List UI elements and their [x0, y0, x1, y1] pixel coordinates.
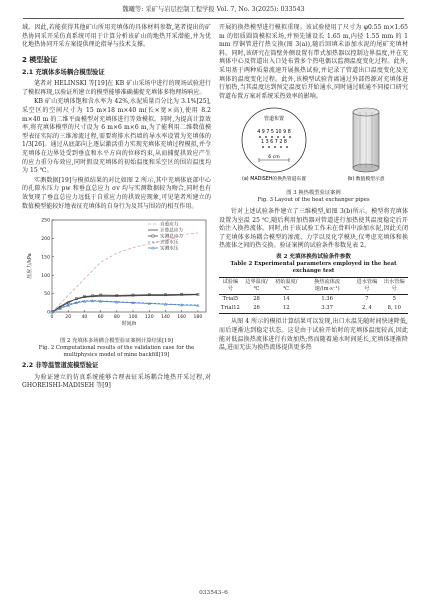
- fig3-dimension-label: 6 cm: [268, 155, 280, 161]
- table-2-caption-en: Table 2 Experimental parameters employed in the heat exchange test: [230, 261, 397, 275]
- y-tick-label: 100: [41, 273, 50, 279]
- y-axis-label: 压应力/kPa: [27, 253, 33, 279]
- y-tick-label: 0: [47, 310, 50, 316]
- x-tick-label: 160: [177, 315, 187, 321]
- table-2: [219, 277, 408, 314]
- left-column: [22, 24, 211, 392]
- legend-label: 计算水压: [160, 240, 179, 246]
- table-cell: Trial5: [222, 296, 239, 303]
- legend-label: 实测水压: [160, 246, 179, 252]
- figure-3-caption-en: Fig. 3 Layout of the heat exchanger pipes: [257, 197, 370, 204]
- table-header-cell: 初始温度/℃: [271, 278, 301, 295]
- fig3-pipe-numbers-bottom: 1 3 6 7 2 8: [261, 140, 287, 146]
- table-cell: 26: [242, 304, 272, 314]
- legend-label: 计算总应力: [160, 228, 183, 234]
- table-cell: 14: [282, 296, 290, 303]
- x-tick-label: 100: [128, 315, 138, 321]
- x-tick-label: 20: [65, 315, 72, 321]
- table-cell: 7: [365, 296, 369, 303]
- section-2-1-heading: 2.1 充填体多场耦合模型验证: [22, 68, 105, 76]
- x-tick-label: 120: [144, 315, 154, 321]
- table-cell: 1.36: [321, 296, 333, 303]
- table-cell: Trial12: [219, 304, 242, 314]
- paragraph-ghoreishi: 为验证建立的仿真系统能够合理表征采场耦合地热开采过程,对 GHOREISHI-MADISEH 等[9]: [22, 373, 211, 390]
- table-cell: 5: [392, 296, 396, 303]
- right-column: [219, 24, 408, 354]
- fig3-inner-title: 管道布置: [263, 116, 285, 123]
- x-tick-label: 80: [113, 315, 120, 321]
- figure-2: [22, 214, 211, 358]
- figure-2-caption: 图 2 充填体多场耦合模型验证案例计算结果[19]: [60, 338, 173, 345]
- legend-label: 实测总应力: [160, 234, 183, 240]
- x-tick-label: 0: [50, 315, 54, 321]
- figure-3: [219, 104, 408, 204]
- paragraph-kb-mine: KB 矿山充填体饱和含水率为 42%,水泥质量百分比为 3.1%[25],采空区的空间尺寸为 15 m×18 m×40 m(长×宽×高),使用 8.2 m×40 m 的二维平面模型对充填体进行等效模拟。同时,为提高计算效率,将充填体模型的尺寸设为 6 m×6 m×6 m,为了能利用二维数值模型表征实际的三维渗流过程,需要将排水挡墙的导水率设置为充填体的 1/3[26]。通过从底部向上逐层激活重力实现充填体充填过程模拟,并令充填体在边界处受到垂直和水平方向的位移约束,从而捕捉拱效应产生的应力重分布效应,同时假设充填体的初始温度和采空区的围岩温度均为 15 ℃。: [22, 98, 211, 175]
- legend-marker: [152, 247, 155, 249]
- figure-2-chart: [22, 214, 211, 332]
- paragraph-helinski: 笔者对 HELINSKI 等[19]在 KB 矿山采场中进行的现场试验进行了模拟再现,以验证所建立的模型能够准确捕捉充填体多物理场响应。: [22, 80, 211, 96]
- fig3-pipe-numbers-top: 4 9 7 5 10 9 8: [257, 130, 291, 136]
- section-2-2-heading: 2.2 非等温管道流模型验证: [22, 362, 99, 370]
- figure-3-caption: 图 3 换热模型验证案例: [286, 190, 341, 197]
- figure-3a-pipe-layout: [242, 108, 306, 182]
- table-header-cell: 换热流体流速/(m·s⁻¹): [301, 278, 353, 295]
- table-header-cell: 边界温度/℃: [242, 278, 272, 295]
- table-cell: 2, 4: [353, 304, 380, 314]
- figure-3-drawing: [219, 104, 408, 184]
- y-tick-label: 150: [41, 255, 50, 261]
- table-cell: 3.37: [301, 304, 353, 314]
- paragraph-comparison: 实测数据[19]与模拟结果的对比如图 2 所示,其中充填体底部中心的孔隙水压力 pw 和垂直总应力 σv 均与实测数据较为吻合,同时也有效复现了垂直总应力远低于自重应力的拱效应现象,可见笔者所建立的数值模型能较好地表征充填体的自身行为及其与围岩的相互作用。: [22, 176, 211, 210]
- table-row: [219, 295, 408, 305]
- y-tick-label: 200: [41, 237, 50, 243]
- x-axis-label: 时间/h: [121, 321, 137, 328]
- table-header-row: [219, 278, 408, 295]
- legend-label: 自重应力: [160, 222, 179, 228]
- intro-paragraph: 域。因此,若能获得其他矿山所用充填体的具体材料参数,笔者提出的矿热协同采开采仿真系统可用于计算分析该矿山的地热开采潜能,并为优化地热协同开采方案提供理论指导与技术支撑。: [22, 24, 211, 49]
- table-cell: 12: [271, 304, 301, 314]
- x-tick-label: 180: [193, 315, 203, 321]
- legend-marker: [152, 235, 154, 237]
- y-tick-label: 50: [44, 292, 50, 298]
- table-2-caption: 表 2 充填体换热试验条件参数: [276, 253, 351, 260]
- table-header-cell: 出水管编号: [381, 278, 408, 295]
- figure-3b-cylinder-model: [347, 108, 384, 182]
- section-2-heading: 2 模型验证: [22, 55, 58, 64]
- paragraph-results: 从图 4 所示的模拟计算结果可以发现,出口水温先随时间快速降低,而后逐渐达到稳定状态。这是由于试验开始时的充填体温度较高,因此能对低温换热流体进行有效加热;然而随着通水时间延长,充填体逐渐降温,进而无法为换热流体提供更多热: [219, 318, 408, 352]
- series-line: [52, 301, 198, 312]
- running-header: 魏曦等: 采矿与岩层控制工程学报 Vol. 7, No. 3(2025): 033543: [122, 6, 305, 13]
- table-row: [219, 304, 408, 314]
- figure-3b-label: (b) 数值模型示意: [347, 177, 385, 183]
- figure-2-caption-en: Fig. 2 Computational results of the validation case for the multiphysics model of mine backfill[19]: [38, 345, 195, 358]
- y-tick-label: 250: [41, 218, 50, 224]
- paragraph-experiment: 开展的换热模型进行模拟重现。该试验使用了尺寸为 φ0.55 m×1.65 m 的铝质圆筒模拟采场,并预先铺设长 1.65 m,内径 1.55 mm 的 1 mm 厚铜管进行热交换(图 3(a)),随后回填未添加水泥的尾矿充填材料。同时,该研究在筒壁外侧设置有带式加热器以控制边界温度,并在充填体中心及管道出入口处布置多个热电偶以监测温度变化过程。此外,采用基于两种质量流速开展换热试验,并记录了管道出口温度变化及充填体的温度变化过程。此外,该模型试验背离通过外部热源对充填体进行加热,当其温度达到预定温度后开始通水,同时通过联通不同接口研究管道布置方案对系统采热效率的影响。: [219, 24, 408, 100]
- x-tick-label: 60: [97, 315, 104, 321]
- paragraph-3d-model: 针对上述试验条件建立了三维模型,如图 3(b)所示。模型将充填体设置为室温 25 ℃,随后利用加热器对管道进行加热使其温度稳定后开始注入换热流体。同时,由于该试验工作未在骨料中添加水泥,因此关闭了充填体多场耦合模型的渗流、力学以及化学模块,仅考虑充填体和换热流体之间的热交换。验证案例的试验条件参数见表 2。: [219, 207, 408, 250]
- table-cell: 28: [253, 296, 260, 303]
- table-header-cell: 试验编号: [219, 278, 242, 295]
- x-tick-label: 140: [161, 315, 170, 321]
- table-cell: 8, 10: [381, 304, 408, 314]
- table-header-cell: 进水管编号: [353, 278, 380, 295]
- header-rule: [23, 18, 404, 19]
- page-number: 033543–6: [199, 590, 228, 596]
- figure-3a-label: (a) MADISEH的换热管道布置: [242, 177, 306, 183]
- x-tick-label: 40: [81, 315, 88, 321]
